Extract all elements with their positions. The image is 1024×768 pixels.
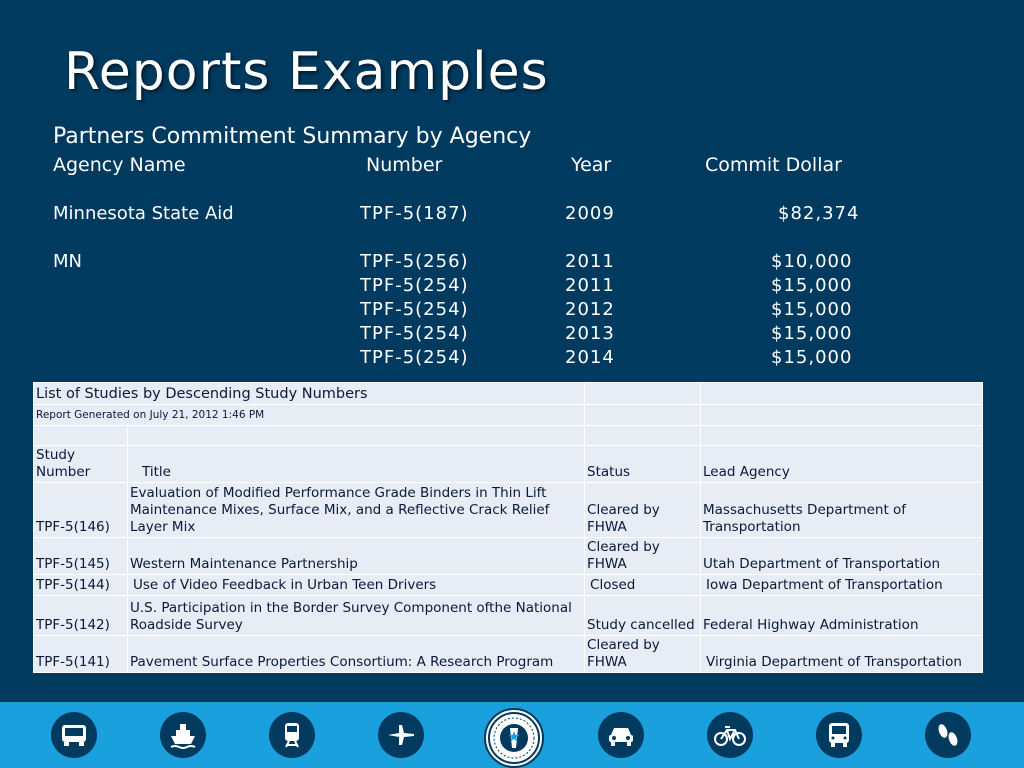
study-status: Cleared by FHWA [585, 538, 701, 575]
study-number: TPF-5(142) [34, 596, 128, 636]
study-lead-agency: Virginia Department of Transportation [701, 636, 983, 673]
study-title: U.S. Participation in the Border Survey Component ofthe National Roadside Survey [128, 596, 585, 636]
summary-year: 2011 [565, 275, 615, 296]
summary-number: TPF-5(254) [360, 299, 469, 320]
studies-table [33, 382, 983, 673]
summary-number: TPF-5(254) [360, 347, 469, 368]
mndot-seal-graphic [487, 711, 541, 765]
summary-dollar: $15,000 [771, 323, 853, 344]
study-status: Study cancelled [585, 596, 701, 636]
summary-dollar: $15,000 [771, 347, 853, 368]
study-status: Closed [585, 575, 701, 596]
study-title: Evaluation of Modified Performance Grade Binders in Thin Lift Maintenance Mixes, Surface Mix, and a Reflective Crack Relief Layer Mix [128, 483, 585, 538]
column-header-year: Year [571, 154, 612, 176]
study-number: TPF-5(144) [34, 575, 128, 596]
study-status: Cleared by FHWA [585, 636, 701, 673]
footer-bar [0, 702, 1024, 768]
studies-caption: List of Studies by Descending Study Numbers [34, 383, 585, 405]
table-row [34, 596, 983, 636]
study-lead-agency: Massachusetts Department of Transportation [701, 483, 983, 538]
header-title: Title [128, 446, 585, 483]
summary-dollar: $15,000 [771, 275, 853, 296]
study-lead-agency: Federal Highway Administration [701, 596, 983, 636]
train-icon [269, 712, 315, 758]
study-number: TPF-5(146) [34, 483, 128, 538]
car-icon [598, 712, 644, 758]
bus-icon [816, 712, 862, 758]
summary-dollar: $82,374 [778, 203, 860, 224]
study-title: Use of Video Feedback in Urban Teen Drivers [128, 575, 585, 596]
summary-heading: Partners Commitment Summary by Agency [53, 124, 532, 149]
study-lead-agency: Iowa Department of Transportation [701, 575, 983, 596]
study-lead-agency: Utah Department of Transportation [701, 538, 983, 575]
airplane-icon [378, 712, 424, 758]
summary-year: 2011 [565, 251, 615, 272]
mndot-seal [484, 708, 544, 768]
header-study-number: Study Number [34, 446, 128, 483]
table-row [34, 636, 983, 673]
study-number: TPF-5(145) [34, 538, 128, 575]
summary-dollar: $15,000 [771, 299, 853, 320]
summary-number: TPF-5(187) [360, 203, 469, 224]
summary-year: 2013 [565, 323, 615, 344]
table-row [34, 538, 983, 575]
study-title: Pavement Surface Properties Consortium: A Research Program [128, 636, 585, 673]
study-number: TPF-5(141) [34, 636, 128, 673]
summary-year: 2012 [565, 299, 615, 320]
truck-icon [51, 712, 97, 758]
summary-agency: Minnesota State Aid [53, 203, 234, 224]
table-row [34, 483, 983, 538]
study-title: Western Maintenance Partnership [128, 538, 585, 575]
summary-year: 2014 [565, 347, 615, 368]
slide-title: Reports Examples [64, 42, 549, 102]
summary-number: TPF-5(256) [360, 251, 469, 272]
column-header-agency: Agency Name [53, 154, 186, 176]
table-header-row [34, 446, 983, 483]
study-status: Cleared by FHWA [585, 483, 701, 538]
report-generated: Report Generated on July 21, 2012 1:46 PM [34, 405, 585, 426]
header-lead-agency: Lead Agency [701, 446, 983, 483]
column-header-dollar: Commit Dollar [705, 154, 842, 176]
ship-icon [160, 712, 206, 758]
summary-number: TPF-5(254) [360, 323, 469, 344]
summary-number: TPF-5(254) [360, 275, 469, 296]
table-row [34, 575, 983, 596]
header-status: Status [585, 446, 701, 483]
footprints-icon [925, 712, 971, 758]
summary-dollar: $10,000 [771, 251, 853, 272]
summary-agency: MN [53, 251, 82, 272]
bicycle-icon [707, 712, 753, 758]
column-header-number: Number [366, 154, 443, 176]
summary-year: 2009 [565, 203, 615, 224]
